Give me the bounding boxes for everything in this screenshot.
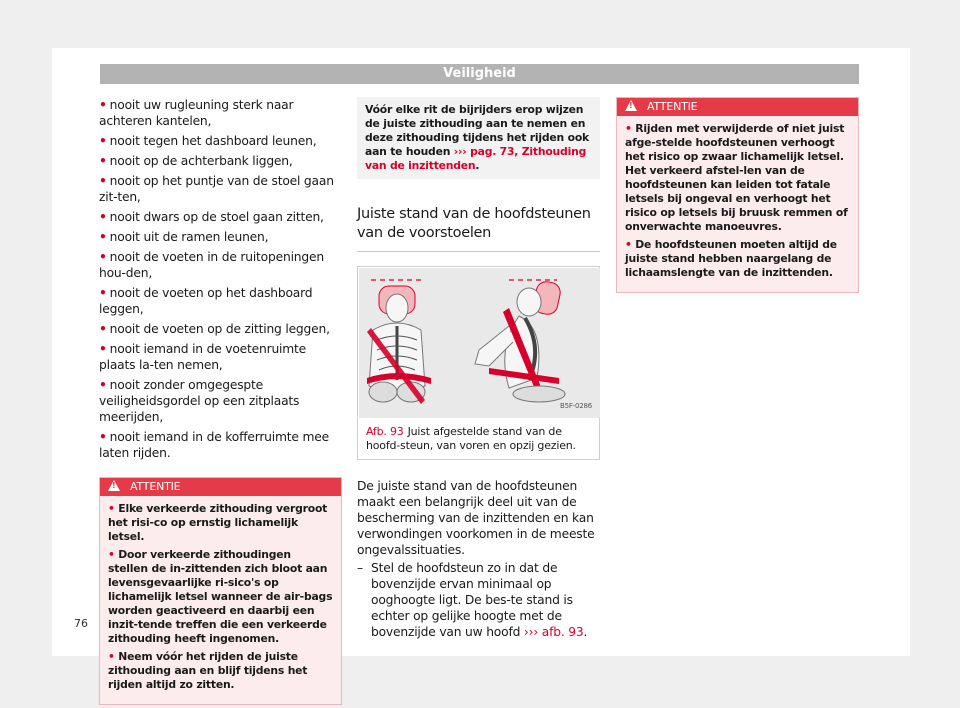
- warning-triangle-icon: [625, 100, 637, 111]
- list-item: • nooit de voeten op het dashboard leggen,: [99, 286, 313, 316]
- figure-reference-link[interactable]: afb. 93: [541, 625, 584, 639]
- list-item: • nooit tegen het dashboard leunen,: [99, 134, 317, 148]
- warning-item: • Neem vóór het rijden de juiste zithouding aan en blijf tijdens het rijden altijd zo zitten.: [108, 650, 308, 691]
- note-box: Vóór elke rit de bijrijders erop wijzen de juiste zithouding aan te nemen en deze zithouding tijdens het rijden ook aan te houden ››› pag. 73, Zithouding van de inzittenden.: [357, 97, 600, 179]
- section-heading: Juiste stand van de hoofdsteunen van de voorstoelen: [357, 205, 600, 252]
- arrow-icon: ›››: [453, 145, 467, 158]
- headrest-illustration: [359, 268, 598, 418]
- warning-body: [617, 116, 858, 292]
- page-number: 76: [74, 617, 88, 630]
- warning-box: [99, 477, 342, 705]
- bullet-list: [99, 97, 342, 461]
- warning-box: [616, 97, 859, 293]
- column-middle: [357, 97, 600, 640]
- list-item: • nooit iemand in de voetenruimte plaats la-ten nemen,: [99, 342, 307, 372]
- list-item: • nooit de voeten op de zitting leggen,: [99, 322, 330, 336]
- list-item: • nooit dwars op de stoel gaan zitten,: [99, 210, 324, 224]
- warning-body: [100, 496, 341, 704]
- figure: [357, 266, 600, 460]
- instruction-item: – Stel de hoofdsteun zo in dat de bovenzijde ervan minimaal op ooghoogte ligt. De bes-te stand is echter op gelijke hoogte met de bovenzijde van uw hoofd ››› afb. 93.: [357, 561, 588, 639]
- warning-item: • Elke verkeerde zithouding vergroot het risi-co op ernstig lichamelijk letsel.: [108, 502, 328, 543]
- list-item: • nooit de voeten in de ruitopeningen hou-den,: [99, 250, 324, 280]
- cross-reference-link[interactable]: pag. 73, Zithouding van de inzittenden: [365, 145, 587, 172]
- list-item: • nooit iemand in de kofferruimte mee laten rijden.: [99, 430, 329, 460]
- warning-header: !ATTENTIE: [617, 98, 858, 116]
- list-item: • nooit op het puntje van de stoel gaan zit-ten,: [99, 174, 334, 204]
- column-right: [616, 97, 859, 293]
- section-header: Veiligheid: [100, 64, 859, 84]
- figure-code: B5F-0286: [559, 402, 592, 410]
- warning-header: !ATTENTIE: [100, 478, 341, 496]
- warning-triangle-icon: [108, 480, 120, 491]
- figure-caption: Afb. 93 Juist afgestelde stand van de hoofd-steun, van voren en opzij gezien.: [366, 425, 576, 452]
- list-item: • nooit op de achterbank liggen,: [99, 154, 293, 168]
- figure-label: Afb. 93: [366, 425, 404, 438]
- warning-item: • De hoofdsteunen moeten altijd de juiste stand hebben naargelang de lichaamslengte van de inzittenden.: [625, 238, 837, 279]
- body-paragraph: De juiste stand van de hoofdsteunen maakt een belangrijk deel uit van de bescherming van de inzittenden en kan verwondingen voorkomen in de meeste ongevalssituaties.: [357, 479, 595, 557]
- headrest-diagram-icon: [359, 268, 600, 418]
- arrow-icon: ›››: [523, 625, 539, 639]
- list-item: • nooit uw rugleuning sterk naar achteren kantelen,: [99, 98, 294, 128]
- warning-item: • Door verkeerde zithoudingen stellen de in-zittenden zich bloot aan levensgevaarlijke ri-sico's op lichamelijk letsel wanneer de air-bags worden geactiveerd en daarbij een inzit-tende treffen die een verkeerde zithouding heeft ingenomen.: [108, 548, 333, 645]
- list-item: • nooit uit de ramen leunen,: [99, 230, 269, 244]
- column-left: [99, 97, 342, 705]
- warning-item: • Rijden met verwijderde of niet juist afge-stelde hoofdsteunen verhoogt het risico op zwaar lichamelijk letsel. Het verkeerd afstel-len van de hoofdsteunen kan leiden tot fatale letsels bij ongeval en verhoogt het risico op letsels bij bruusk remmen of onverwachte manoeuvres.: [625, 122, 848, 233]
- list-item: • nooit zonder omgegespte veiligheidsgordel op een zitplaats meerijden,: [99, 378, 300, 424]
